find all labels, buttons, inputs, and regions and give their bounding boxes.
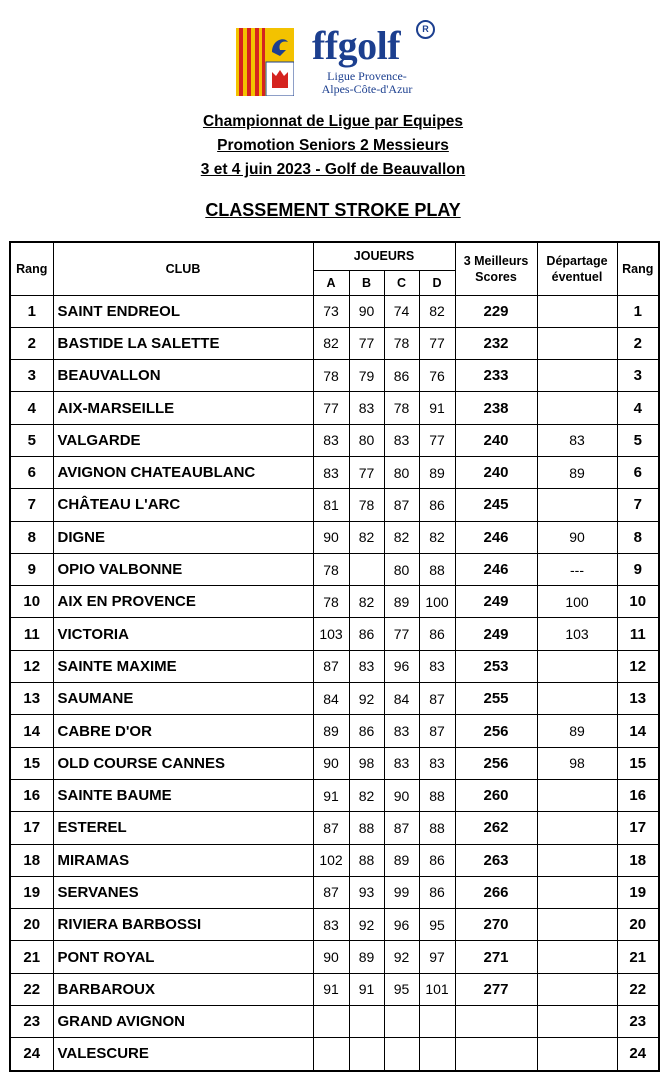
rank-cell: 9 (10, 553, 53, 585)
tiebreak-cell (537, 973, 617, 1005)
tiebreak-cell (537, 650, 617, 682)
score-c-cell: 82 (384, 521, 419, 553)
rank-right-cell: 10 (617, 586, 659, 618)
table-row (10, 715, 659, 747)
score-d-cell: 82 (419, 521, 455, 553)
score-c-cell: 96 (384, 650, 419, 682)
score-b-cell: 82 (349, 779, 384, 811)
best-three-cell: 246 (455, 553, 537, 585)
score-d-cell: 76 (419, 360, 455, 392)
score-a-cell: 103 (313, 618, 349, 650)
tiebreak-cell (537, 683, 617, 715)
score-a-cell: 83 (313, 456, 349, 488)
score-d-cell (419, 1038, 455, 1071)
header-tiebreak (537, 242, 617, 295)
rank-right-cell: 21 (617, 941, 659, 973)
rank-right-cell: 3 (617, 360, 659, 392)
score-c-cell: 95 (384, 973, 419, 1005)
table-row (10, 747, 659, 779)
rank-cell: 5 (10, 424, 53, 456)
club-cell: VALESCURE (53, 1038, 313, 1071)
score-c-cell: 86 (384, 360, 419, 392)
score-b-cell: 92 (349, 909, 384, 941)
header-tiebreak-line1: Départage (546, 253, 608, 268)
score-b-cell (349, 1038, 384, 1071)
score-b-cell: 83 (349, 650, 384, 682)
score-a-cell: 102 (313, 844, 349, 876)
score-d-cell: 86 (419, 844, 455, 876)
table-row (10, 812, 659, 844)
table-row (10, 618, 659, 650)
rank-right-cell: 17 (617, 812, 659, 844)
score-d-cell: 82 (419, 295, 455, 327)
score-b-cell: 83 (349, 392, 384, 424)
score-b-cell: 86 (349, 618, 384, 650)
rank-cell: 4 (10, 392, 53, 424)
table-row (10, 456, 659, 488)
club-cell: ESTEREL (53, 812, 313, 844)
rank-right-cell: 7 (617, 489, 659, 521)
table-row (10, 650, 659, 682)
rank-cell: 3 (10, 360, 53, 392)
club-cell: AVIGNON CHATEAUBLANC (53, 456, 313, 488)
rank-right-cell: 23 (617, 1006, 659, 1038)
score-a-cell: 87 (313, 650, 349, 682)
registered-mark: R (416, 20, 435, 39)
best-three-cell: 277 (455, 973, 537, 1005)
club-cell: AIX EN PROVENCE (53, 586, 313, 618)
rank-cell: 20 (10, 909, 53, 941)
table-row (10, 553, 659, 585)
table-row (10, 844, 659, 876)
club-cell: BARBAROUX (53, 973, 313, 1005)
club-cell: DIGNE (53, 521, 313, 553)
score-a-cell: 91 (313, 779, 349, 811)
tiebreak-cell: 103 (537, 618, 617, 650)
header-best-three-line2: Scores (475, 269, 517, 284)
score-c-cell: 74 (384, 295, 419, 327)
club-cell: BEAUVALLON (53, 360, 313, 392)
score-b-cell: 77 (349, 456, 384, 488)
tiebreak-cell (537, 812, 617, 844)
rank-right-cell: 8 (617, 521, 659, 553)
score-d-cell: 88 (419, 812, 455, 844)
score-d-cell: 83 (419, 650, 455, 682)
club-cell: SAINTE BAUME (53, 779, 313, 811)
score-a-cell: 84 (313, 683, 349, 715)
score-c-cell: 89 (384, 586, 419, 618)
score-d-cell: 91 (419, 392, 455, 424)
score-b-cell: 82 (349, 521, 384, 553)
header-tiebreak-line2: éventuel (551, 269, 603, 284)
score-b-cell: 98 (349, 747, 384, 779)
score-d-cell: 83 (419, 747, 455, 779)
table-row (10, 876, 659, 908)
score-c-cell (384, 1038, 419, 1071)
rank-right-cell: 9 (617, 553, 659, 585)
tiebreak-cell (537, 844, 617, 876)
score-c-cell: 78 (384, 327, 419, 359)
header-player-a: A (313, 270, 349, 295)
rank-right-cell: 18 (617, 844, 659, 876)
rank-cell: 21 (10, 941, 53, 973)
club-cell: SAINTE MAXIME (53, 650, 313, 682)
score-a-cell: 90 (313, 941, 349, 973)
rank-right-cell: 13 (617, 683, 659, 715)
table-row (10, 521, 659, 553)
best-three-cell (455, 1006, 537, 1038)
score-b-cell: 86 (349, 715, 384, 747)
header-club: CLUB (53, 242, 313, 295)
best-three-cell: 233 (455, 360, 537, 392)
score-c-cell: 80 (384, 456, 419, 488)
rank-cell: 6 (10, 456, 53, 488)
tiebreak-cell (537, 941, 617, 973)
club-cell: SAINT ENDREOL (53, 295, 313, 327)
header-player-b: B (349, 270, 384, 295)
tiebreak-cell (537, 489, 617, 521)
score-c-cell: 84 (384, 683, 419, 715)
score-a-cell: 78 (313, 586, 349, 618)
score-b-cell: 88 (349, 812, 384, 844)
best-three-cell: 266 (455, 876, 537, 908)
header-player-d: D (419, 270, 455, 295)
score-c-cell: 89 (384, 844, 419, 876)
best-three-cell: 271 (455, 941, 537, 973)
tiebreak-cell (537, 1006, 617, 1038)
rank-right-cell: 24 (617, 1038, 659, 1071)
club-cell: MIRAMAS (53, 844, 313, 876)
table-row (10, 295, 659, 327)
rank-cell: 22 (10, 973, 53, 1005)
club-cell: SAUMANE (53, 683, 313, 715)
score-d-cell: 87 (419, 683, 455, 715)
rank-right-cell: 6 (617, 456, 659, 488)
table-row (10, 909, 659, 941)
rank-cell: 23 (10, 1006, 53, 1038)
score-d-cell: 89 (419, 456, 455, 488)
rank-cell: 2 (10, 327, 53, 359)
best-three-cell: 256 (455, 747, 537, 779)
best-three-cell: 255 (455, 683, 537, 715)
score-b-cell (349, 1006, 384, 1038)
table-row (10, 392, 659, 424)
score-c-cell: 87 (384, 812, 419, 844)
rank-cell: 18 (10, 844, 53, 876)
score-a-cell: 77 (313, 392, 349, 424)
best-three-cell: 256 (455, 715, 537, 747)
score-d-cell: 86 (419, 489, 455, 521)
rank-right-cell: 19 (617, 876, 659, 908)
score-d-cell: 87 (419, 715, 455, 747)
best-three-cell: 240 (455, 424, 537, 456)
score-b-cell: 82 (349, 586, 384, 618)
table-row (10, 779, 659, 811)
best-three-cell: 249 (455, 618, 537, 650)
results-body (10, 295, 659, 1071)
header-best-three (455, 242, 537, 295)
rank-right-cell: 1 (617, 295, 659, 327)
best-three-cell: 249 (455, 586, 537, 618)
table-row (10, 1038, 659, 1071)
club-cell: GRAND AVIGNON (53, 1006, 313, 1038)
table-row (10, 489, 659, 521)
score-a-cell: 78 (313, 360, 349, 392)
best-three-cell: 263 (455, 844, 537, 876)
score-c-cell: 87 (384, 489, 419, 521)
rank-cell: 19 (10, 876, 53, 908)
best-three-cell: 232 (455, 327, 537, 359)
score-c-cell: 78 (384, 392, 419, 424)
score-a-cell: 90 (313, 521, 349, 553)
score-a-cell: 82 (313, 327, 349, 359)
score-b-cell: 88 (349, 844, 384, 876)
tiebreak-cell: --- (537, 553, 617, 585)
club-cell: OPIO VALBONNE (53, 553, 313, 585)
club-cell: CABRE D'OR (53, 715, 313, 747)
score-b-cell: 91 (349, 973, 384, 1005)
score-a-cell: 81 (313, 489, 349, 521)
score-d-cell: 77 (419, 327, 455, 359)
tiebreak-cell: 89 (537, 715, 617, 747)
score-b-cell: 79 (349, 360, 384, 392)
score-a-cell (313, 1038, 349, 1071)
provence-shield-icon (236, 28, 294, 96)
table-row (10, 683, 659, 715)
score-c-cell: 92 (384, 941, 419, 973)
tiebreak-cell (537, 1038, 617, 1071)
header-player-c: C (384, 270, 419, 295)
score-c-cell: 96 (384, 909, 419, 941)
score-d-cell: 86 (419, 618, 455, 650)
score-c-cell: 80 (384, 553, 419, 585)
title-division: Promotion Seniors 2 Messieurs (217, 137, 449, 154)
score-a-cell: 73 (313, 295, 349, 327)
header-rank-right: Rang (617, 242, 659, 295)
rank-right-cell: 12 (617, 650, 659, 682)
rank-cell: 10 (10, 586, 53, 618)
rank-cell: 14 (10, 715, 53, 747)
score-d-cell: 100 (419, 586, 455, 618)
rank-right-cell: 22 (617, 973, 659, 1005)
club-cell: OLD COURSE CANNES (53, 747, 313, 779)
rank-cell: 15 (10, 747, 53, 779)
best-three-cell (455, 1038, 537, 1071)
tiebreak-cell (537, 779, 617, 811)
league-line-1: Ligue Provence- (327, 69, 407, 83)
table-row (10, 424, 659, 456)
table-row (10, 360, 659, 392)
table-row (10, 973, 659, 1005)
rank-right-cell: 20 (617, 909, 659, 941)
score-d-cell: 95 (419, 909, 455, 941)
score-d-cell: 86 (419, 876, 455, 908)
club-cell: VICTORIA (53, 618, 313, 650)
tiebreak-cell: 89 (537, 456, 617, 488)
score-c-cell: 77 (384, 618, 419, 650)
score-b-cell: 93 (349, 876, 384, 908)
rank-cell: 13 (10, 683, 53, 715)
score-c-cell: 83 (384, 424, 419, 456)
club-cell: RIVIERA BARBOSSI (53, 909, 313, 941)
header-best-three-line1: 3 Meilleurs (463, 253, 529, 268)
score-c-cell: 90 (384, 779, 419, 811)
tiebreak-cell (537, 392, 617, 424)
rank-cell: 11 (10, 618, 53, 650)
best-three-cell: 245 (455, 489, 537, 521)
tiebreak-cell (537, 876, 617, 908)
score-c-cell: 83 (384, 747, 419, 779)
score-a-cell: 91 (313, 973, 349, 1005)
league-name (306, 70, 428, 96)
rank-cell: 24 (10, 1038, 53, 1071)
club-cell: BASTIDE LA SALETTE (53, 327, 313, 359)
club-cell: CHÂTEAU L'ARC (53, 489, 313, 521)
tiebreak-cell: 100 (537, 586, 617, 618)
rank-cell: 8 (10, 521, 53, 553)
score-b-cell: 77 (349, 327, 384, 359)
score-d-cell: 77 (419, 424, 455, 456)
rank-cell: 17 (10, 812, 53, 844)
ffgolf-logo (236, 20, 446, 102)
rank-right-cell: 4 (617, 392, 659, 424)
table-row (10, 941, 659, 973)
score-a-cell (313, 1006, 349, 1038)
best-three-cell: 240 (455, 456, 537, 488)
header-players: JOUEURS (313, 242, 455, 270)
ranking-heading: CLASSEMENT STROKE PLAY (205, 200, 461, 220)
tiebreak-cell (537, 327, 617, 359)
best-three-cell: 253 (455, 650, 537, 682)
title-date-venue: 3 et 4 juin 2023 - Golf de Beauvallon (200, 161, 466, 178)
rank-cell: 1 (10, 295, 53, 327)
tiebreak-cell (537, 295, 617, 327)
club-cell: AIX-MARSEILLE (53, 392, 313, 424)
score-a-cell: 83 (313, 424, 349, 456)
rank-right-cell: 16 (617, 779, 659, 811)
score-b-cell: 78 (349, 489, 384, 521)
score-d-cell: 101 (419, 973, 455, 1005)
score-a-cell: 90 (313, 747, 349, 779)
league-line-2: Alpes-Côte-d'Azur (321, 82, 413, 96)
score-d-cell: 88 (419, 779, 455, 811)
rank-right-cell: 2 (617, 327, 659, 359)
tiebreak-cell: 98 (537, 747, 617, 779)
club-cell: VALGARDE (53, 424, 313, 456)
best-three-cell: 238 (455, 392, 537, 424)
score-b-cell: 80 (349, 424, 384, 456)
club-cell: PONT ROYAL (53, 941, 313, 973)
rank-right-cell: 11 (617, 618, 659, 650)
title-championship: Championnat de Ligue par Equipes (202, 113, 464, 130)
score-b-cell: 92 (349, 683, 384, 715)
score-b-cell: 89 (349, 941, 384, 973)
table-row (10, 1006, 659, 1038)
table-row (10, 586, 659, 618)
score-b-cell: 90 (349, 295, 384, 327)
best-three-cell: 262 (455, 812, 537, 844)
header-rank: Rang (10, 242, 53, 295)
tiebreak-cell (537, 909, 617, 941)
best-three-cell: 270 (455, 909, 537, 941)
best-three-cell: 260 (455, 779, 537, 811)
score-c-cell: 99 (384, 876, 419, 908)
score-a-cell: 89 (313, 715, 349, 747)
score-a-cell: 83 (313, 909, 349, 941)
rank-cell: 7 (10, 489, 53, 521)
rank-cell: 12 (10, 650, 53, 682)
score-a-cell: 87 (313, 812, 349, 844)
rank-cell: 16 (10, 779, 53, 811)
score-a-cell: 78 (313, 553, 349, 585)
club-cell: SERVANES (53, 876, 313, 908)
best-three-cell: 229 (455, 295, 537, 327)
tiebreak-cell: 90 (537, 521, 617, 553)
table-row (10, 327, 659, 359)
tiebreak-cell: 83 (537, 424, 617, 456)
tiebreak-cell (537, 360, 617, 392)
score-d-cell: 88 (419, 553, 455, 585)
brand-name: ffgolf (312, 23, 401, 68)
results-table (9, 241, 660, 1072)
rank-right-cell: 5 (617, 424, 659, 456)
score-d-cell: 97 (419, 941, 455, 973)
rank-right-cell: 15 (617, 747, 659, 779)
best-three-cell: 246 (455, 521, 537, 553)
score-c-cell: 83 (384, 715, 419, 747)
score-d-cell (419, 1006, 455, 1038)
document-titles (0, 110, 666, 182)
score-c-cell (384, 1006, 419, 1038)
rank-right-cell: 14 (617, 715, 659, 747)
score-b-cell (349, 553, 384, 585)
score-a-cell: 87 (313, 876, 349, 908)
